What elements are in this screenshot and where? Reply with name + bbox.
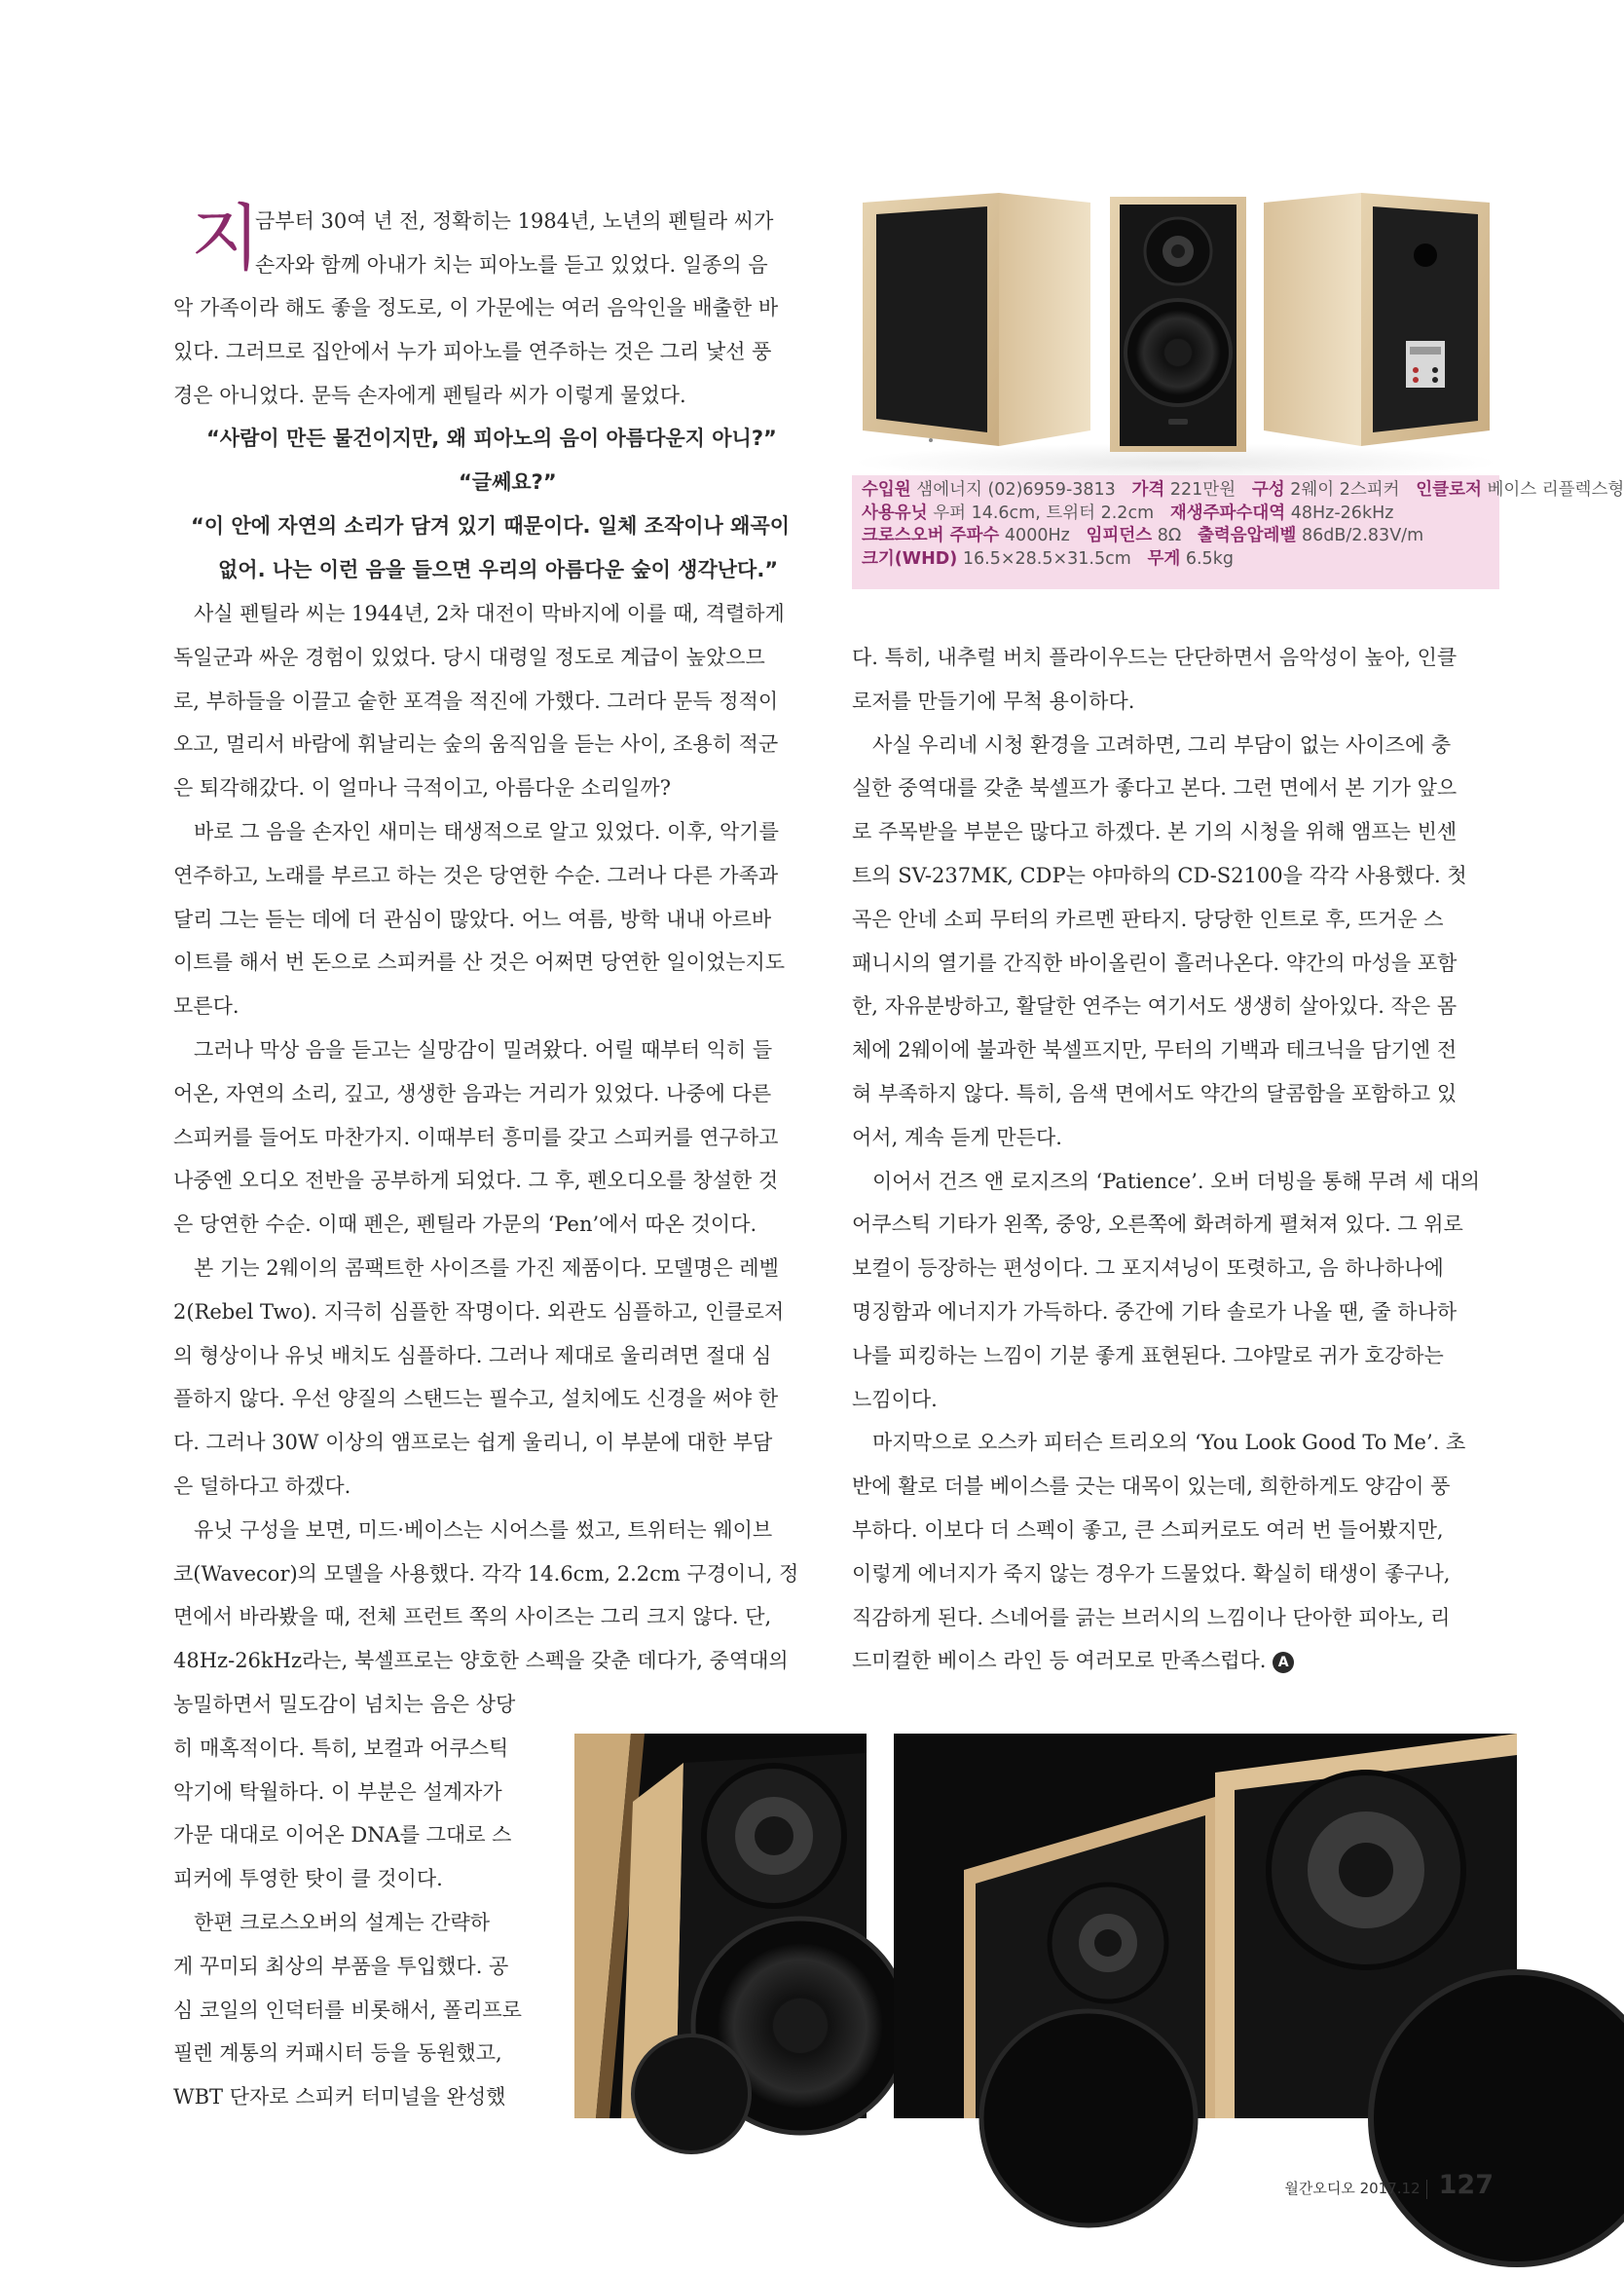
quote-nature <box>191 504 790 592</box>
spec-value: 16.5×28.5×31.5cm <box>962 548 1131 569</box>
body-line: 명징함과 에너지가 가득하다. 중간에 기타 솔로가 나올 땐, 줄 하나하 <box>852 1299 1458 1324</box>
spec-line <box>862 525 1490 548</box>
spec-box <box>852 475 1624 589</box>
body-line: 느낌이다. <box>852 1387 938 1411</box>
speaker-closeup-left-illustration <box>574 1734 867 2118</box>
intro-line: 손자와 함께 아내가 치는 피아노를 듣고 있었다. 일종의 음 <box>255 252 768 277</box>
spec-label: 출력음압레벨 <box>1197 526 1297 545</box>
body-line: 은 덜하다고 하겠다. <box>173 1474 351 1498</box>
body-line: 오고, 멀리서 바람에 휘날리는 숲의 움직임을 듣는 사이, 조용히 적군 <box>173 732 779 757</box>
body-line: 독일군과 싸운 경험이 있었다. 당시 대령일 정도로 계급이 높았으므 <box>173 645 765 669</box>
body-line: 스피커를 들어도 마찬가지. 이때부터 흥미를 갖고 스피커를 연구하고 <box>173 1125 779 1149</box>
body-line: 바로 그 음을 손자인 새미는 태생적으로 알고 있었다. 이후, 악기를 <box>194 819 779 843</box>
spec-label: 사용유닛 <box>862 503 928 523</box>
spec-value: 샘에너지 (02)6959-3813 <box>916 480 1116 500</box>
body-line: 모른다. <box>173 994 240 1019</box>
spec-line <box>862 479 1624 503</box>
spec-label: 인클로저 <box>1416 480 1482 500</box>
intro-paragraph <box>173 286 778 417</box>
body-line: 히 매혹적이다. 특히, 보컬과 어쿠스틱 <box>173 1736 509 1760</box>
spec-label: 수입원 <box>862 480 911 500</box>
speaker-front-view <box>1110 197 1246 452</box>
body-line: 반에 활로 더블 베이스를 긋는 대목이 있는데, 희한하게도 양감이 풍 <box>852 1475 1451 1499</box>
spec-value: 우퍼 14.6cm, 트위터 2.2cm <box>933 503 1155 523</box>
quote-line: “이 안에 자연의 소리가 담겨 있기 때문이다. 일체 조작이나 왜곡이 <box>191 514 791 538</box>
body-line: 직감하게 된다. 스네어를 긁는 브러시의 느낌이나 단아한 피아노, 리 <box>852 1605 1451 1629</box>
spec-value: 8Ω <box>1157 526 1182 545</box>
body-line: 어서, 계속 듣게 만든다. <box>852 1125 1062 1149</box>
spec-value: 48Hz-26kHz <box>1290 503 1394 523</box>
speaker-closeup-left <box>574 1734 867 2118</box>
drop-cap: 지 <box>191 197 261 280</box>
body-line: 2(Rebel Two). 지극히 심플한 작명이다. 외관도 심플하고, 인클로저 <box>173 1299 785 1324</box>
page-footer <box>1284 2170 1494 2200</box>
body-line: 한, 자유분방하고, 활달한 연주는 여기서도 생생히 살아있다. 작은 몸 <box>852 994 1458 1019</box>
intro-line: 금부터 30여 년 전, 정확히는 1984년, 노년의 펜틸라 씨가 <box>255 209 774 233</box>
spec-line <box>862 503 1490 526</box>
body-line: 패니시의 열기를 간직한 바이올린이 흘러나온다. 약간의 마성을 포함 <box>852 951 1458 975</box>
body-line: 혀 부족하지 않다. 특히, 음색 면에서도 약간의 달콤함을 포함하고 있 <box>852 1081 1458 1105</box>
body-line: WBT 단자로 스피커 터미널을 완성했 <box>173 2085 506 2110</box>
body-line: 달리 그는 듣는 데에 더 관심이 많았다. 어느 여름, 방학 내내 아르바 <box>173 907 772 931</box>
body-line: 필렌 계통의 커패시터 등을 동원했고, <box>173 2041 502 2066</box>
page-number: 127 <box>1438 2170 1494 2200</box>
spec-label: 크기(WHD) <box>862 548 958 569</box>
spec-label: 구성 <box>1251 480 1285 500</box>
body-line: 은 퇴각해갔다. 이 얼마나 극적이고, 아름다운 소리일까? <box>173 776 671 801</box>
body-line: 나중엔 오디오 전반을 공부하게 되었다. 그 후, 펜오디오를 창설한 것 <box>173 1169 779 1193</box>
body-line: 농밀하면서 밀도감이 넘치는 음은 상당 <box>173 1693 516 1716</box>
body-line: 본 기는 2웨이의 콤팩트한 사이즈를 가진 제품이다. 모델명은 레벨 <box>194 1255 779 1280</box>
footer-separator <box>1426 2180 1427 2199</box>
spec-label: 임피던스 <box>1086 526 1153 545</box>
body-line: 유닛 구성을 보면, 미드·베이스는 시어스를 썼고, 트위터는 웨이브 <box>194 1517 773 1542</box>
body-line: 코(Wavecor)의 모델을 사용했다. 각각 14.6cm, 2.2cm 구경이니, 정 <box>173 1561 799 1586</box>
body-line: 체에 2웨이에 불과한 북셀프지만, 무터의 기백과 테크닉을 담기엔 전 <box>852 1038 1458 1063</box>
body-line: 실한 중역대를 갖춘 북셀프가 좋다고 본다. 그런 면에서 본 기가 앞으 <box>852 776 1458 801</box>
body-line: 의 형상이나 유닛 배치도 심플하다. 그러나 제대로 울리려면 절대 심 <box>173 1343 772 1367</box>
spec-value: 4000Hz <box>1004 526 1070 545</box>
intro-line: 악 가족이라 해도 좋을 정도로, 이 가문에는 여러 음악인을 배출한 바 <box>173 296 779 319</box>
body-line: 게 꾸미되 최상의 부품을 투입했다. 공 <box>173 1954 509 1978</box>
intro-line: 있다. 그러므로 집안에서 누가 피아노를 연주하는 것은 그리 낯선 풍 <box>173 339 772 363</box>
body-line: 로, 부하들을 이끌고 숱한 포격을 적진에 가했다. 그러다 문득 정적이 <box>173 689 779 713</box>
spec-label: 크로스오버 주파수 <box>862 526 1000 545</box>
body-line: 가문 대대로 이어온 DNA를 그대로 스 <box>173 1823 512 1848</box>
body-line: 곡은 안네 소피 무터의 카르멘 판타지. 당당한 인트로 후, 뜨거운 스 <box>852 907 1444 931</box>
body-line: 사실 펜틸라 씨는 1944년, 2차 대전이 막바지에 이를 때, 격렬하게 <box>194 602 785 625</box>
body-line: 연주하고, 노래를 부르고 하는 것은 당연한 수순. 그러나 다른 가족과 <box>173 863 779 887</box>
body-line: 그러나 막상 음을 듣고는 실망감이 밀려왔다. 어릴 때부터 익히 들 <box>194 1037 773 1062</box>
body-line-text: 드미컬한 베이스 라인 등 여러모로 만족스럽다. <box>852 1649 1267 1673</box>
body-line: 트의 SV-237MK, CDP는 야마하의 CD-S2100을 각각 사용했다. 첫 <box>852 863 1467 887</box>
speaker-views-illustration <box>855 175 1497 467</box>
speaker-closeup-right-illustration <box>894 1734 1517 2118</box>
speaker-closeup-right <box>894 1734 1517 2118</box>
body-line: 이트를 해서 번 돈으로 스피커를 산 것은 어쩌면 당연한 일이었는지도 <box>173 951 786 975</box>
right-column-body <box>852 636 1480 1683</box>
body-line: 로저를 만들기에 무척 용이하다. <box>852 689 1135 713</box>
magazine-issue: 월간오디오 2017.12 <box>1284 2180 1421 2197</box>
narrow-column-body <box>173 1683 522 2119</box>
body-line: 부하다. 이보다 더 스펙이 좋고, 큰 스피커로도 여러 번 들어봤지만, <box>852 1517 1444 1542</box>
speaker-side-view <box>863 193 1090 446</box>
body-line <box>852 1639 1480 1683</box>
spec-value: 221만원 <box>1169 480 1236 500</box>
body-line: 48Hz-26kHz라는, 북셀프로는 양호한 스펙을 갖춘 데다가, 중역대의 <box>173 1649 789 1673</box>
spec-line <box>862 548 1490 572</box>
intro-line: 경은 아니었다. 문득 손자에게 펜틸라 씨가 이렇게 물었다. <box>173 383 686 407</box>
speaker-product-photo <box>855 175 1497 467</box>
spec-value: 2웨이 2스피커 <box>1290 480 1400 500</box>
body-line: 다. 그러나 30W 이상의 앰프로는 쉽게 울리니, 이 부분에 대한 부담 <box>173 1431 773 1455</box>
body-line: 이어서 건즈 앤 로지즈의 ‘Patience’. 오버 더빙을 통해 무려 세 대의 <box>872 1169 1481 1193</box>
body-line: 이렇게 에너지가 죽지 않는 경우가 드물었다. 확실히 태생이 좋구나, <box>852 1561 1451 1586</box>
body-line: 면에서 바라봤을 때, 전체 프런트 쪽의 사이즈는 그리 크지 않다. 단, <box>173 1605 772 1629</box>
spec-label: 무게 <box>1147 548 1181 569</box>
body-line: 보컬이 등장하는 편성이다. 그 포지셔닝이 또렷하고, 음 하나하나에 <box>852 1256 1444 1281</box>
spec-label: 가격 <box>1131 480 1165 500</box>
body-line: 심 코일의 인덕터를 비롯해서, 폴리프로 <box>173 1998 522 2022</box>
body-line: 다. 특히, 내추럴 버치 플라이우드는 단단하면서 음악성이 높아, 인클 <box>852 646 1458 669</box>
body-line: 어쿠스틱 기타가 왼쪽, 중앙, 오른쪽에 화려하게 펼쳐져 있다. 그 위로 <box>852 1213 1463 1237</box>
body-line: 나를 피킹하는 느낌이 기분 좋게 표현된다. 그야말로 귀가 호강하는 <box>852 1343 1444 1367</box>
body-line: 어온, 자연의 소리, 깊고, 생생한 음과는 거리가 있었다. 나중에 다른 <box>173 1081 772 1105</box>
body-line: 사실 우리네 시청 환경을 고려하면, 그리 부담이 없는 사이즈에 충 <box>872 732 1452 757</box>
body-line: 마지막으로 오스카 피터슨 트리오의 ‘You Look Good To Me’. 초 <box>872 1431 1466 1455</box>
quote-line: 없어. 나는 이런 음을 들으면 우리의 아름다운 숲이 생각난다.” <box>218 557 779 581</box>
body-line: 한편 크로스오버의 설계는 간략하 <box>194 1910 491 1934</box>
spec-value: 6.5kg <box>1185 548 1234 569</box>
body-line: 로 주목받을 부분은 많다고 하겠다. 본 기의 시청을 위해 앰프는 빈센 <box>852 820 1458 844</box>
spec-value: 86dB/2.83V/m <box>1301 526 1424 545</box>
body-line: 피커에 투영한 탓이 클 것이다. <box>173 1867 443 1891</box>
spec-label: 재생주파수대역 <box>1169 503 1286 523</box>
intro-first-lines <box>255 200 773 287</box>
speaker-rear-view <box>1264 193 1490 446</box>
quote-piano: “사람이 만든 물건이지만, 왜 피아노의 음이 아름다운지 아니?” <box>206 427 777 450</box>
end-mark-icon: A <box>1273 1652 1294 1673</box>
spec-value: 베이스 리플렉스형 <box>1487 480 1624 500</box>
body-line: 악기에 탁월하다. 이 부분은 설계자가 <box>173 1779 502 1804</box>
body-line: 플하지 않다. 우선 양질의 스탠드는 필수고, 설치에도 신경을 써야 한 <box>173 1387 779 1411</box>
quote-reply: “글쎄요?” <box>459 470 557 494</box>
body-line: 은 당연한 수순. 이때 펜은, 펜틸라 가문의 ‘Pen’에서 따온 것이다. <box>173 1213 757 1237</box>
left-column-body <box>173 592 798 1683</box>
